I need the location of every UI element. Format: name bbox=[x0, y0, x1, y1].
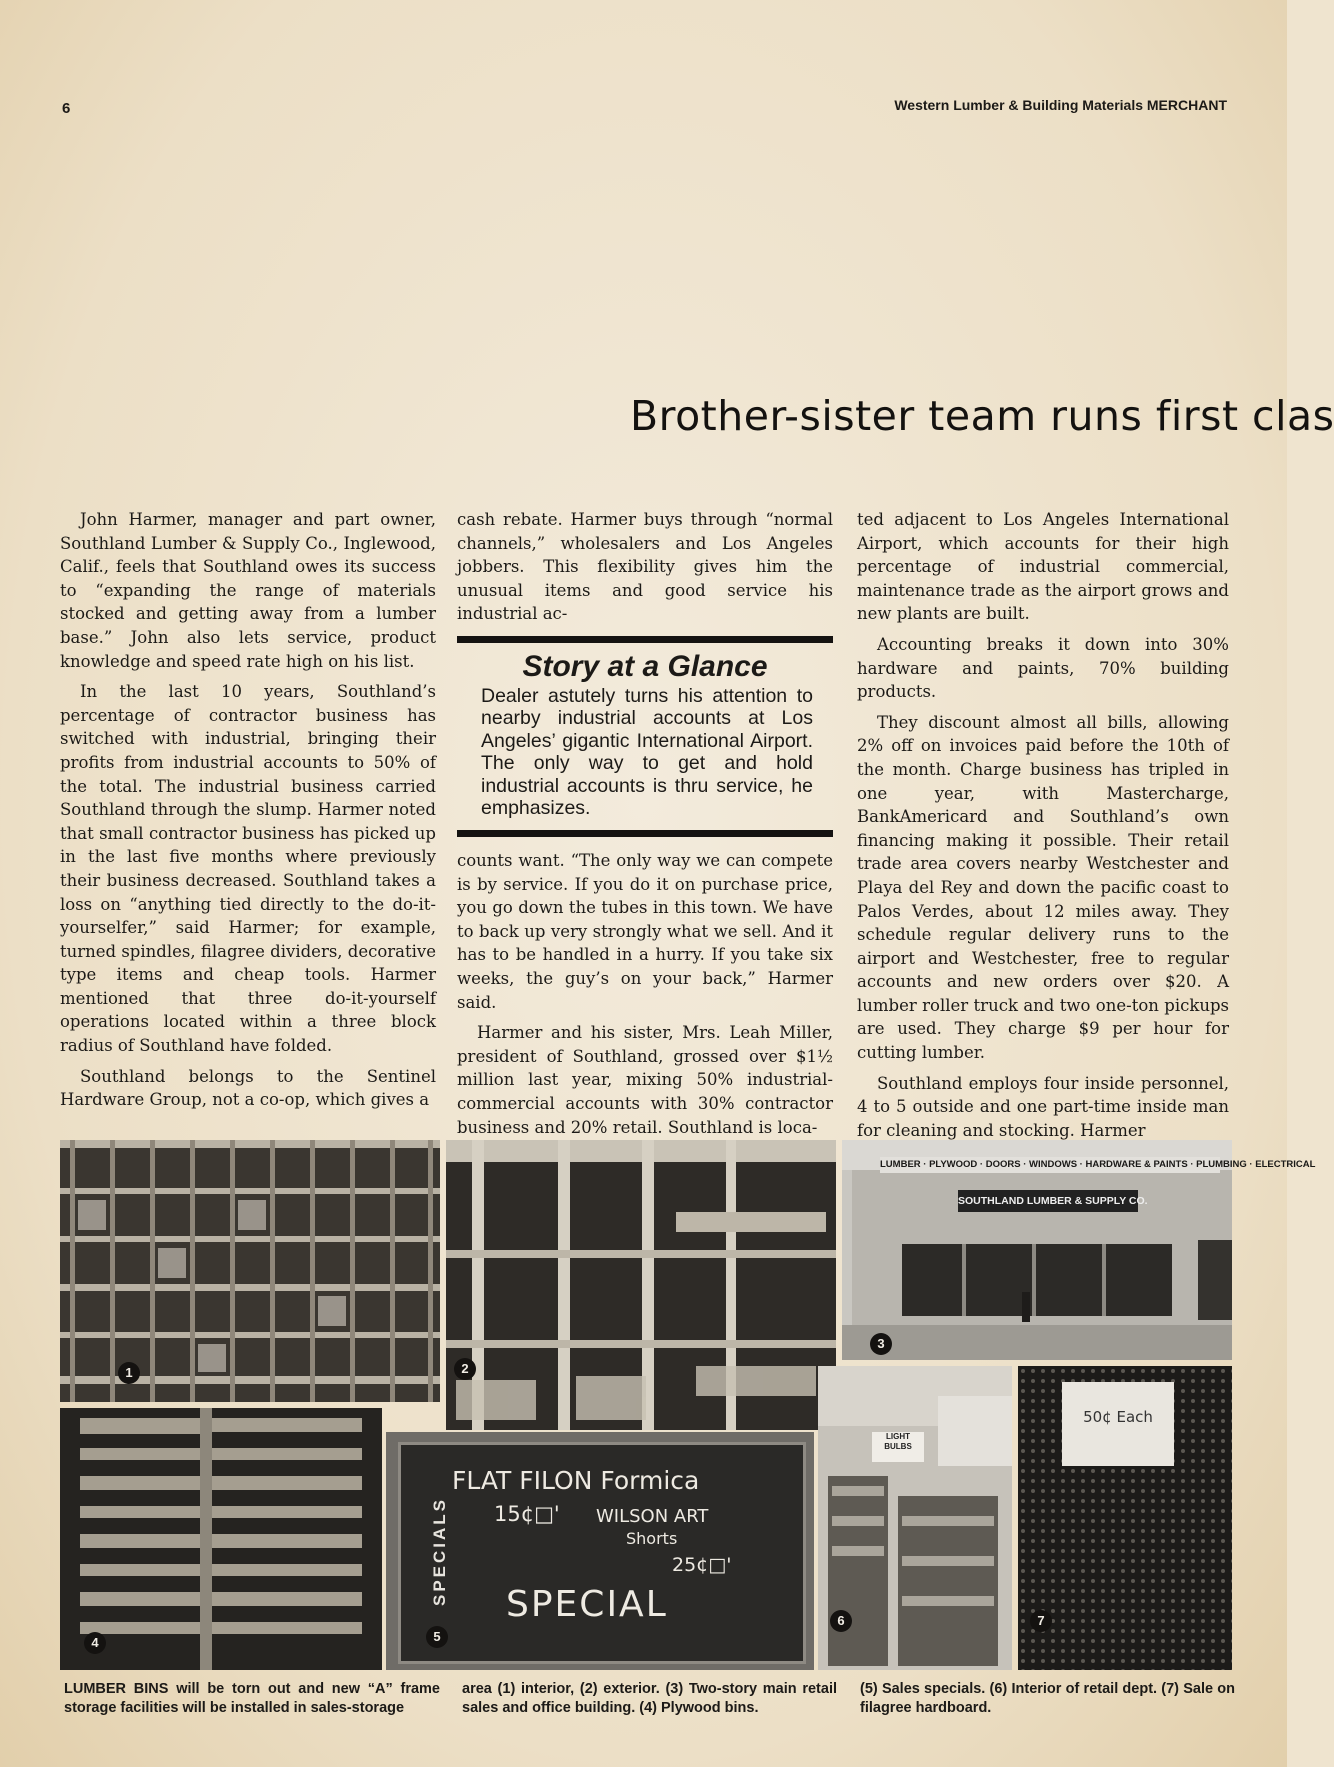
paragraph: John Harmer, manager and part owner, Southland Lumber & Supply Co., Inglewood, Calif., feels that Southland owes its success to “expanding the range of materials stocked and getting away from a lumber base.” John also lets service, product knowledge and speed rate high on his list. bbox=[60, 510, 436, 671]
photo-number-2: 2 bbox=[454, 1358, 476, 1380]
caption-column-2: area (1) interior, (2) exterior. (3) Two-story main retail sales and office building. (4) Plywood bins. bbox=[462, 1681, 837, 1716]
paragraph: They discount almost all bills, allowing 2% off on invoices paid before the 10th of the month. Charge business has tripled in one year, with Mastercharge, BankAmericard and Southland’s own financing making it possible. Their retail trade area covers nearby Westchester and Playa del Rey and down the pacific coast to Palos Verdes, about 12 miles away. They schedule regular delivery runs to the airport and Westchester, free to regular accounts and new orders over $20. A lumber roller truck and two one-ton pickups are used. They charge $9 per hour for cutting lumber. bbox=[857, 712, 1229, 1063]
chalkboard-text-6: SPECIAL bbox=[506, 1584, 668, 1625]
photo-store-building bbox=[842, 1140, 1316, 1360]
paragraph: Harmer and his sister, Mrs. Leah Miller, president of Southland, grossed over $1½ million last year, mixing 50% industrial-commercial accounts with 30% contractor business and 20% retail. Southland is loca- bbox=[457, 1023, 833, 1137]
story-at-a-glance-title: Story at a Glance bbox=[522, 649, 768, 683]
photo-number-3: 3 bbox=[870, 1333, 892, 1355]
paragraph: cash rebate. Harmer buys through “normal channels,” wholesalers and Los Angeles jobbers. This flexibility gives him the unusual items and good service his industrial ac- bbox=[457, 510, 833, 624]
chalkboard-text-2: 15¢□' bbox=[494, 1502, 560, 1526]
photo-number-1: 1 bbox=[118, 1362, 140, 1384]
chalkboard-text-5: 25¢□' bbox=[672, 1554, 732, 1576]
photo-specials-chalkboard bbox=[386, 1432, 814, 1670]
story-at-a-glance-box bbox=[457, 636, 833, 837]
article-column-3 bbox=[857, 508, 1229, 1149]
page-number: 6 bbox=[62, 100, 71, 117]
light-bulbs-sign: LIGHT BULBS bbox=[872, 1432, 924, 1462]
caption-column-1 bbox=[64, 1680, 440, 1718]
paragraph: Southland employs four inside personnel, 4 to 5 outside and one part-time inside man for cleaning and stocking. Harmer bbox=[857, 1073, 1229, 1140]
photo-number-7: 7 bbox=[1030, 1610, 1052, 1632]
store-sign-services: LUMBER · PLYWOOD · DOORS · WINDOWS · HARDWARE & PAINTS · PLUMBING · ELECTRICAL bbox=[880, 1157, 1220, 1173]
caption-text-1: will be torn out and new “A” frame storage facilities will be installed in sales-storage bbox=[64, 1681, 440, 1716]
article-column-1 bbox=[60, 508, 436, 1119]
paragraph: In the last 10 years, Southland’s percentage of contractor business has switched with industrial, bringing their profits from industrial accounts to 50% of the total. The industrial business carried Southland through the slump. Harmer noted that small contractor business has picked up in the last five months where previously their business decreased. Southland takes a loss on “anything tied directly to the do-it-yourselfer,” said Harmer; for example, turned spindles, filagree dividers, decorative type items and cheap tools. Harmer mentioned that three do-it-yourself operations located within a three block radius of Southland have folded. bbox=[60, 682, 437, 1056]
photo-interior-bins bbox=[60, 1140, 440, 1402]
chalkboard-text-3: WILSON ART bbox=[596, 1506, 709, 1527]
paragraph: Southland belongs to the Sentinel Hardware Group, not a co-op, which gives a bbox=[60, 1066, 436, 1110]
story-at-a-glance-body: Dealer astutely turns his attention to nearby industrial accounts at Los Angeles’ gigantic International Airport. The only way to get and hold industrial accounts is thru service, he emphasizes. bbox=[481, 684, 813, 820]
photo-plywood-bins bbox=[60, 1408, 382, 1670]
paragraph: ted adjacent to Los Angeles International Airport, which accounts for their high percentage of industrial commercial, maintenance trade as the airport grows and new plants are built. bbox=[857, 510, 1229, 624]
paragraph: Accounting breaks it down into 30% hardware and paints, 70% building products. bbox=[857, 634, 1229, 702]
photo-number-6: 6 bbox=[830, 1610, 852, 1632]
caption-column-3: (5) Sales specials. (6) Interior of retail dept. (7) Sale on filagree hardboard. bbox=[860, 1681, 1235, 1716]
article-column-2 bbox=[457, 508, 833, 1146]
photo-number-4: 4 bbox=[84, 1632, 106, 1654]
paragraph: counts want. “The only way we can compete is by service. If you do it on purchase price, you go down the tubes in this town. We have to back up very strongly what we sell. And it has to be handled in a hurry. If you take six weeks, the guy’s on your back,” Harmer said. bbox=[457, 850, 833, 1012]
chalkboard-side-label: SPECIALS bbox=[430, 1496, 449, 1606]
photo-filagree-hardboard bbox=[1018, 1366, 1232, 1670]
chalkboard-text-1: FLAT FILON Formica bbox=[452, 1466, 700, 1495]
pegboard-price-tag: 50¢ Each bbox=[1062, 1382, 1174, 1466]
photo-retail-interior bbox=[818, 1366, 1012, 1670]
chalkboard-text-4: Shorts bbox=[626, 1529, 678, 1548]
store-sign-name: SOUTHLAND LUMBER & SUPPLY CO. bbox=[958, 1190, 1138, 1212]
publication-title: Western Lumber & Building Materials MERCHANT bbox=[894, 97, 1227, 113]
photo-number-5: 5 bbox=[426, 1626, 448, 1648]
caption-lead: LUMBER BINS bbox=[64, 1681, 169, 1697]
headline: Brother-sister team runs first clas bbox=[630, 392, 1334, 440]
photo-exterior-racks bbox=[446, 1140, 836, 1430]
